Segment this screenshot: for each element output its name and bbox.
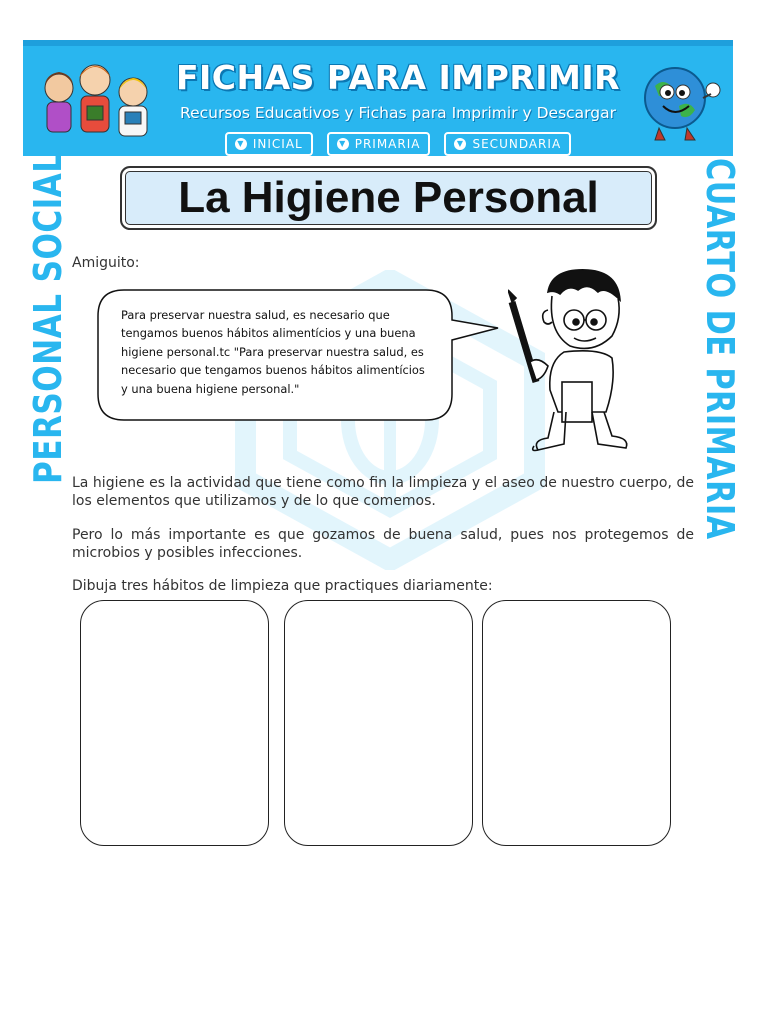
bubble-text [121,306,441,398]
nav-secundaria-label: SECUNDARIA [472,137,562,151]
site-title: FICHAS PARA IMPRIMIR [175,58,621,97]
bubble-line: Para preservar nuestra salud, es necesario que [121,308,390,322]
greeting: Amiguito: [72,255,140,271]
arrow-icon: ▼ [454,138,466,150]
bubble-line: higiene personal.tc "Para preservar nuestra salud, es [121,344,424,359]
nav-primaria-label: PRIMARIA [354,137,421,151]
drawing-box-2[interactable] [284,600,473,846]
instruction-text: Dibuja tres hábitos de limpieza que practiques diariamente: [72,578,493,594]
paragraph-line: La higiene es la actividad que tiene como fin la limpieza y el aseo de nuestro cuerpo, de [72,475,694,491]
bubble-line: necesario que tengamos buenos hábitos alimentícios [121,363,425,378]
site-subtitle: Recursos Educativos y Fichas para Imprimir y Descargar [180,104,616,122]
globe-mascot-icon [633,56,725,148]
subject-label: PERSONAL SOCIAL [26,152,70,484]
nav-bar [163,132,633,154]
title-box [120,166,657,230]
drawing-box-3[interactable] [482,600,671,846]
boy-with-pencil-illustration [508,262,634,458]
banner-text-area [163,52,633,150]
bubble-line: tengamos buenos hábitos alimentícios y una buena [121,326,416,341]
kids-illustration [31,50,159,150]
paragraph-line: los elementos que utilizamos y de lo que comemos. [72,493,436,509]
arrow-icon: ▼ [235,138,247,150]
grade-label: CUARTO DE PRIMARIA [698,158,742,540]
bubble-line: y una buena higiene personal." [121,381,300,396]
nav-inicial-label: INICIAL [252,137,303,151]
arrow-icon: ▼ [337,138,349,150]
paragraph-line: Pero lo más importante es que gozamos de buena salud, pues nos protegemos de [72,527,694,543]
nav-primaria-button[interactable] [327,132,431,156]
page-title: La Higiene Personal [178,173,599,222]
nav-secundaria-button[interactable] [444,132,571,156]
drawing-box-1[interactable] [80,600,269,846]
header-banner [23,40,733,156]
paragraph-line: microbios y posibles infecciones. [72,545,303,561]
nav-inicial-button[interactable] [225,132,313,156]
